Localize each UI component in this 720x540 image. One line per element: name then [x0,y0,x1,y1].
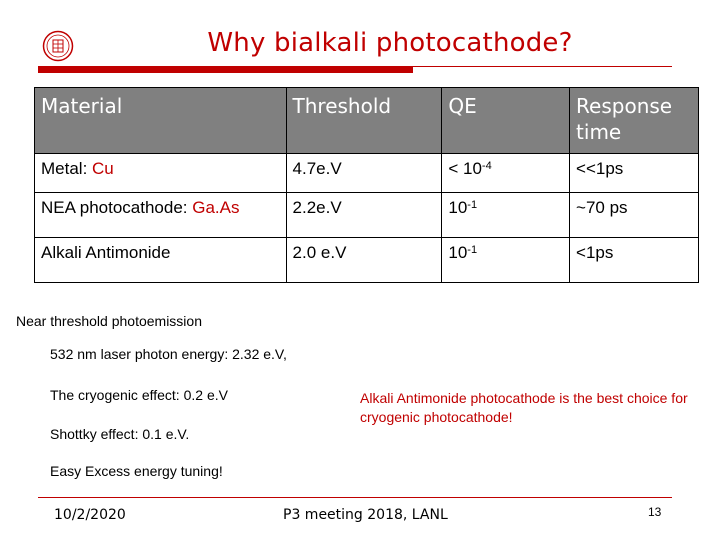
header-material: Material [35,88,287,154]
header-response-time: Response time [570,88,699,154]
response-cell: ~70 ps [570,193,699,238]
slide-title: Why bialkali photocathode? [207,28,573,58]
note-energy-tuning: Easy Excess energy tuning! [50,463,223,479]
page-number: 13 [648,505,662,519]
comparison-table [34,87,699,283]
qe-exponent: -1 [467,199,478,211]
threshold-cell: 2.2e.V [286,193,442,238]
qe-exponent: -1 [467,244,478,256]
material-label: Alkali Antimonide [41,243,171,262]
qe-exponent: -4 [481,160,492,172]
table-row [35,154,699,193]
material-cell [35,193,287,238]
table-row [35,238,699,283]
response-cell: <<1ps [570,154,699,193]
qe-base: 10 [448,243,468,262]
material-label: NEA photocathode: [41,198,193,217]
qe-cell [442,154,570,193]
material-cell [35,154,287,193]
material-highlight: Cu [92,159,114,178]
threshold-cell: 2.0 e.V [286,238,442,283]
footer-event: P3 meeting 2018, LANL [283,507,448,523]
material-cell [35,238,287,283]
material-highlight: Ga.As [192,198,240,217]
qe-base: 10 [448,198,468,217]
qe-cell [442,193,570,238]
table-row [35,193,699,238]
footer-divider [38,497,672,498]
threshold-cell: 4.7e.V [286,154,442,193]
note-laser-energy: 532 nm laser photon energy: 2.32 e.V, [50,346,287,362]
response-cell: <1ps [570,238,699,283]
note-near-threshold: Near threshold photoemission [16,313,202,329]
header-threshold: Threshold [286,88,442,154]
note-shottky-effect: Shottky effect: 0.1 e.V. [50,426,190,442]
table-header-row [35,88,699,154]
note-cryogenic-effect: The cryogenic effect: 0.2 e.V [50,387,228,403]
title-accent-bar [38,67,413,73]
qe-cell [442,238,570,283]
header-qe: QE [442,88,570,154]
footer-date: 10/2/2020 [54,507,126,523]
material-label: Metal: [41,159,93,178]
qe-base: < 10 [448,159,482,178]
conclusion-text: Alkali Antimonide photocathode is the best choice for cryogenic photocathode! [360,390,688,425]
